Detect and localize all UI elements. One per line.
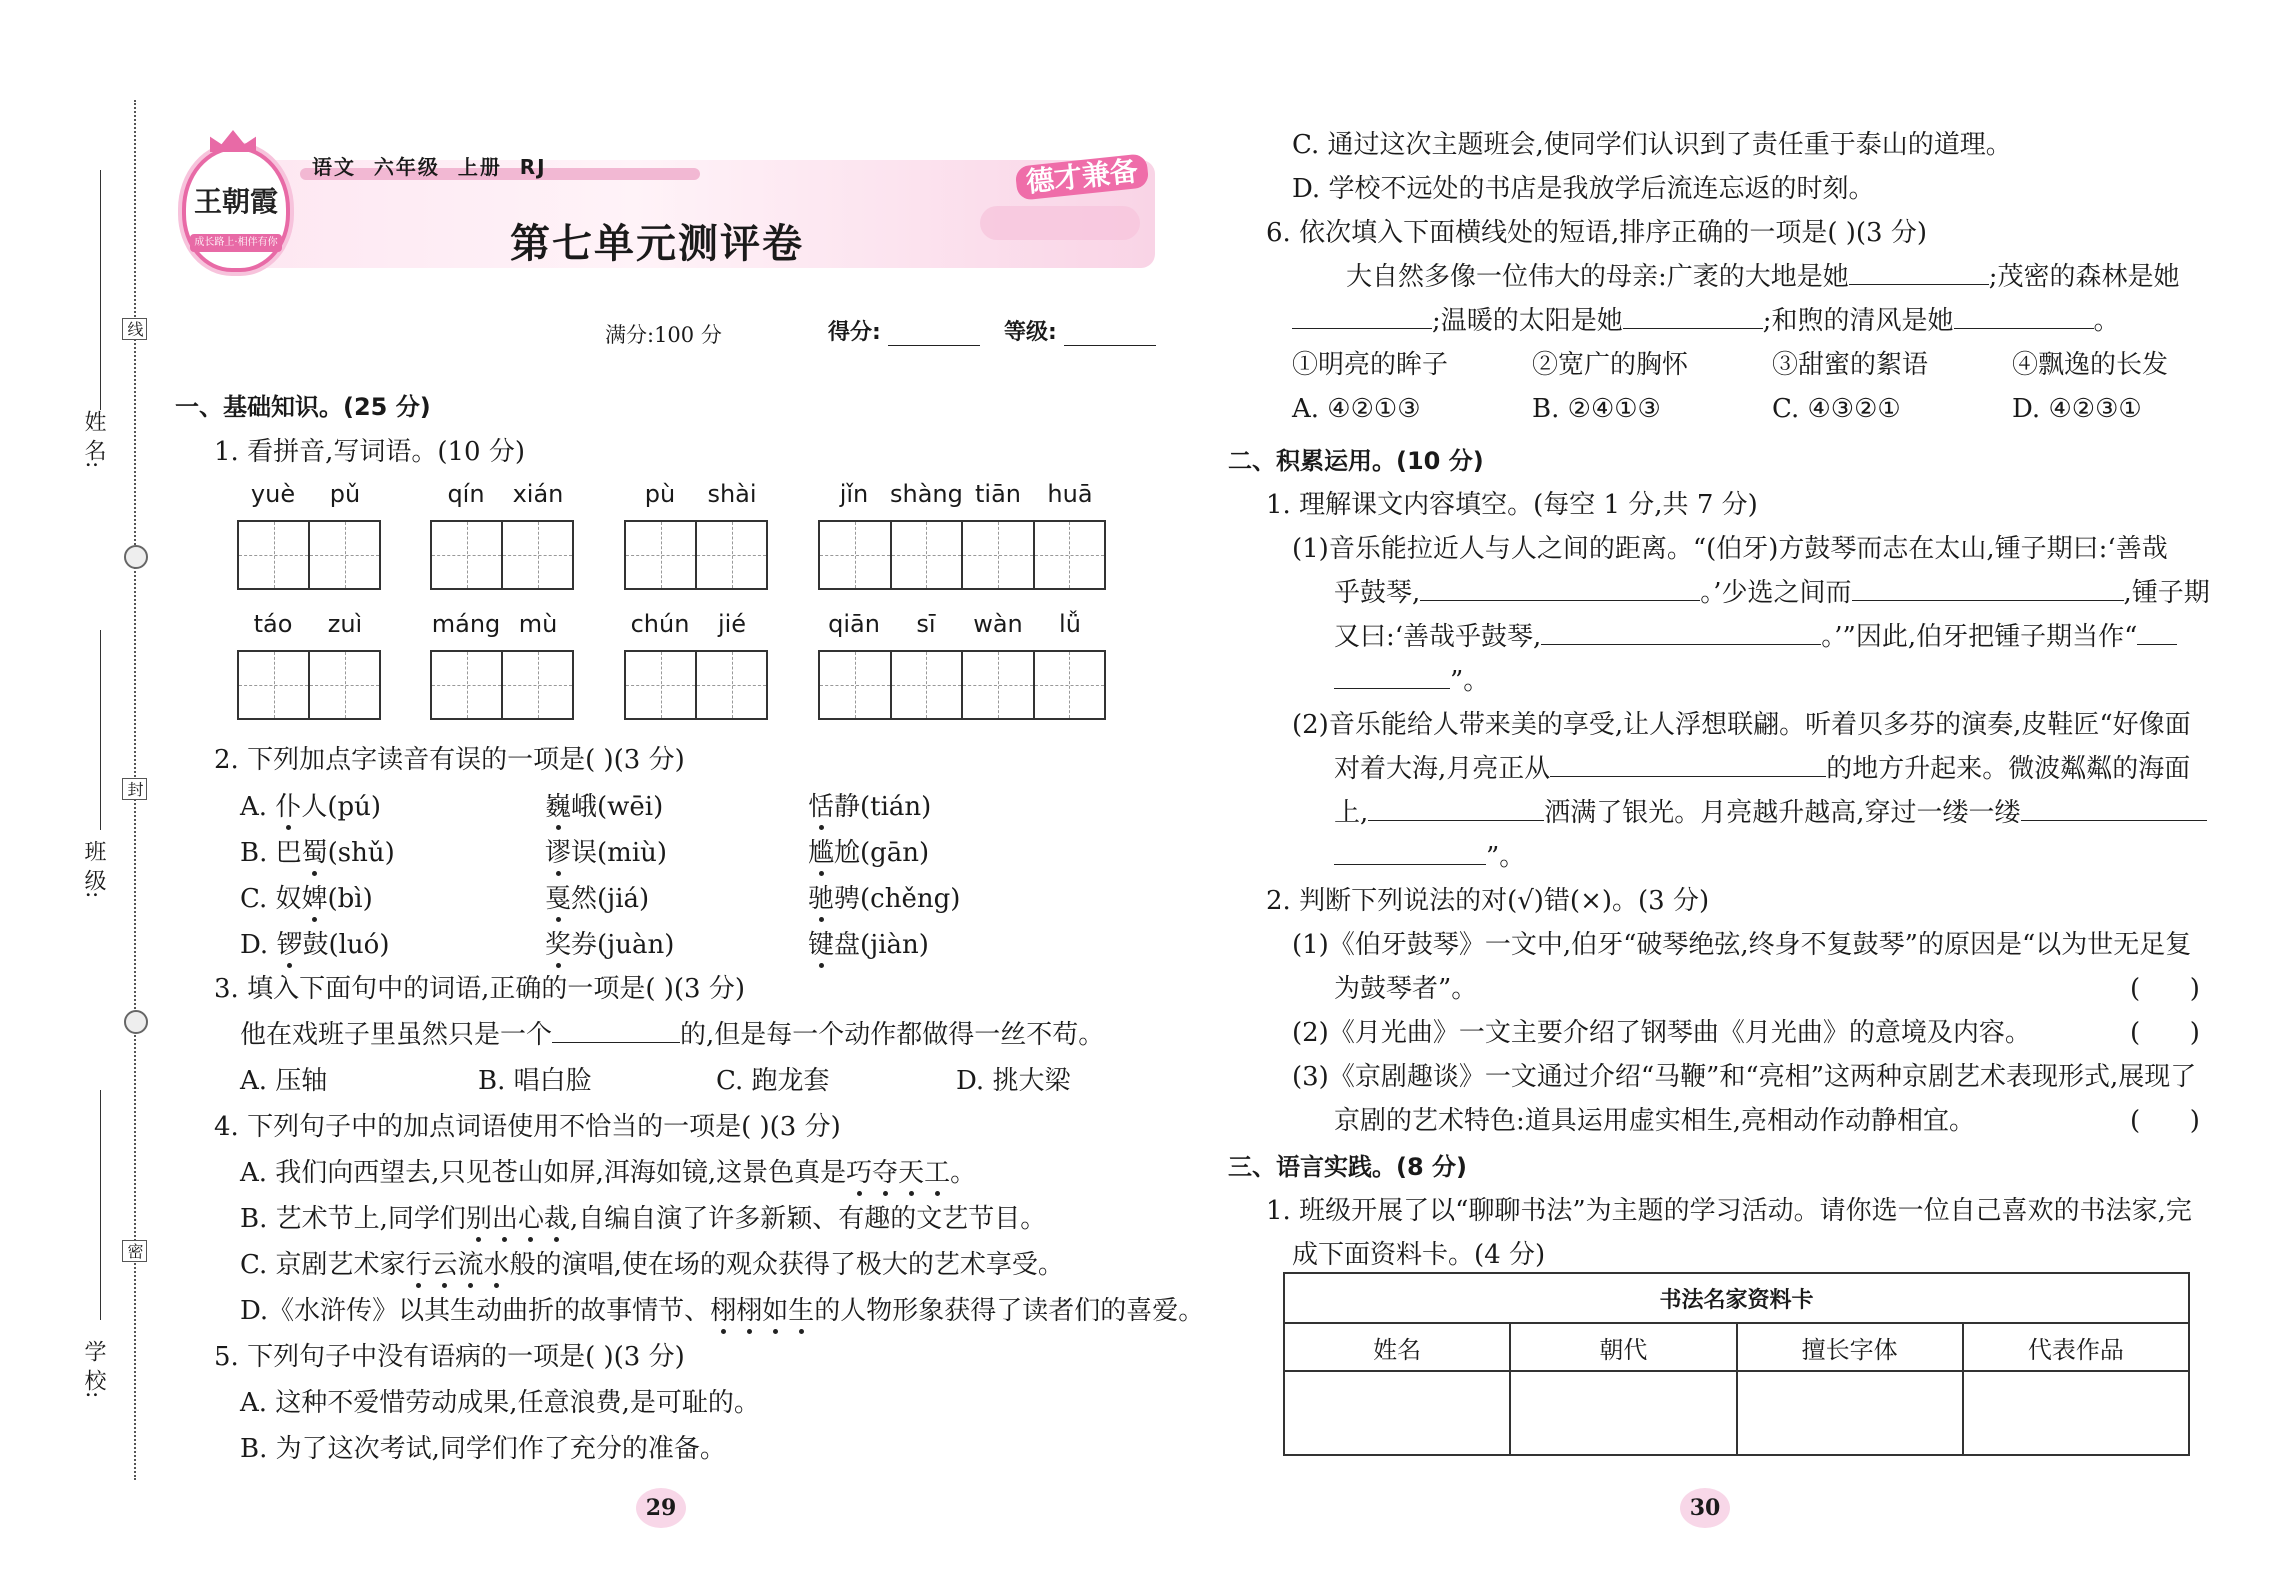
r1-blank-7b[interactable] xyxy=(1334,842,1486,865)
q4b-tail: ,自编自演了许多新颖、有趣的文艺节目。 xyxy=(569,1204,1047,1234)
r1-2-line-d xyxy=(1334,842,1525,872)
pinyin-syllable: qiān xyxy=(828,610,880,638)
q6-option-d[interactable]: D. ④②③① xyxy=(2012,394,2142,424)
dotted-char: 生 xyxy=(788,1296,815,1326)
dotted-char: 流 xyxy=(457,1250,484,1280)
dotted-char: 工 xyxy=(924,1158,951,1188)
q4a-text: A. 我们向西望去,只见苍山如屏,洱海如镜,这景色真是 xyxy=(240,1158,847,1188)
grid-cell[interactable] xyxy=(503,652,572,718)
r2-1-answer[interactable]: ( ) xyxy=(2130,974,2200,1004)
q4b-dotted-word xyxy=(466,1204,570,1234)
r1-2-line-b xyxy=(1334,754,2190,784)
q6-option-b[interactable]: B. ②④①③ xyxy=(1532,394,1661,424)
dotted-char: 驰 xyxy=(808,884,835,914)
q6-text-5: 。 xyxy=(2093,306,2120,336)
writing-grid[interactable] xyxy=(237,650,381,720)
calligrapher-card xyxy=(1283,1272,2190,1456)
q4-option-d[interactable] xyxy=(240,1296,1204,1326)
option-text: 鼓(luó) xyxy=(302,930,390,960)
writing-grid[interactable] xyxy=(430,650,574,720)
r1-blank-1[interactable] xyxy=(1420,578,1700,601)
option-text: (bì) xyxy=(327,884,373,914)
binding-hole-icon xyxy=(124,545,148,569)
binding-name-line xyxy=(100,170,101,410)
pinyin-syllable: xián xyxy=(512,480,564,508)
option-text: (shǔ) xyxy=(327,838,395,868)
q2-option-item xyxy=(808,838,929,868)
q4-option-c[interactable] xyxy=(240,1250,1064,1280)
binding-mark-xian: 线 xyxy=(122,318,147,340)
option-text: 盘(jiàn) xyxy=(834,930,929,960)
r1-1b-text-b: 。’少选之间而 xyxy=(1700,578,1852,608)
r1-1b-text-c: ,锺子期 xyxy=(2123,578,2210,608)
practice-q1-line-b: 成下面资料卡。(4 分) xyxy=(1292,1240,1546,1270)
r1-2c-text-a: 上, xyxy=(1334,798,1369,828)
r1-1d-text: ”。 xyxy=(1450,666,1490,696)
option-text: 骋(chěng) xyxy=(834,884,961,914)
r1-blank-3[interactable] xyxy=(1541,622,1821,645)
dotted-char: 谬 xyxy=(545,838,572,868)
grade-label: 等级: xyxy=(1004,320,1057,345)
section-3-heading: 三、语言实践。(8 分) xyxy=(1228,1153,1467,1181)
r2-3-line-b: 京剧的艺术特色:道具运用虚实相生,亮相动作动静相宜。 xyxy=(1334,1106,1976,1136)
grid-cell[interactable] xyxy=(820,522,892,588)
q2-option-item[interactable] xyxy=(240,838,395,868)
card-header-works: 代表作品 xyxy=(1963,1323,2189,1371)
card-header-dynasty: 朝代 xyxy=(1510,1323,1736,1371)
pinyin-syllable: shài xyxy=(707,480,757,508)
pinyin-syllable: jié xyxy=(717,610,747,638)
r1-blank-5[interactable] xyxy=(1550,754,1826,777)
q2-option-item xyxy=(808,792,931,822)
q3-option-a[interactable]: A. 压轴 xyxy=(240,1066,328,1096)
binding-mark-mi: 密 xyxy=(122,1240,147,1262)
grid-cell[interactable] xyxy=(892,522,964,588)
q4-option-a[interactable] xyxy=(240,1158,976,1188)
q6-line-2 xyxy=(1292,306,2120,336)
cloud-decoration xyxy=(980,206,1140,240)
score-field[interactable] xyxy=(888,345,980,346)
q5-option-d[interactable]: D. 学校不远处的书店是我放学后流连忘返的时刻。 xyxy=(1292,174,1875,204)
r1-2c-text-b: 洒满了银光。月亮越升越高,穿过一缕一缕 xyxy=(1544,798,2021,828)
q6-item-1: ①明亮的眸子 xyxy=(1292,350,1449,380)
grid-cell[interactable] xyxy=(820,652,892,718)
pinyin-syllable: pù xyxy=(644,480,676,508)
dotted-char: 仆 xyxy=(275,792,302,822)
q5-option-a[interactable]: A. 这种不爱惜劳动成果,任意浪费,是可耻的。 xyxy=(240,1388,760,1418)
crown-icon xyxy=(210,130,256,152)
grid-cell[interactable] xyxy=(1035,652,1105,718)
q2-option-item[interactable] xyxy=(240,792,381,822)
pinyin-syllable: zuì xyxy=(327,610,363,638)
pinyin-syllable: shàng xyxy=(890,480,963,508)
dotted-char: 出 xyxy=(491,1204,518,1234)
page-number-left: 29 xyxy=(636,1488,686,1528)
writing-grid[interactable] xyxy=(430,520,574,590)
pinyin-syllable: lǚ xyxy=(1059,610,1081,638)
dotted-char: 夺 xyxy=(872,1158,899,1188)
dotted-char: 恬 xyxy=(808,792,835,822)
binding-school-label: 学 校: xyxy=(81,1340,106,1399)
q4d-dotted-word xyxy=(710,1296,814,1326)
question-5: 5. 下列句子中没有语病的一项是( )(3 分) xyxy=(214,1342,685,1372)
dotted-char: 蜀 xyxy=(301,838,328,868)
option-text: 静(tián) xyxy=(834,792,932,822)
q4b-text: B. 艺术节上,同学们 xyxy=(240,1204,466,1234)
q6-line-1 xyxy=(1346,262,2180,292)
r1-2b-text-b: 的地方升起来。微波粼粼的海面 xyxy=(1826,754,2191,784)
practice-q1-line-a: 1. 班级开展了以“聊聊书法”为主题的学习活动。请你选一位自己喜欢的书法家,完 xyxy=(1266,1196,2192,1226)
r1-1b-text-a: 乎鼓琴, xyxy=(1334,578,1421,608)
q6-blank-4[interactable] xyxy=(1954,306,2094,329)
dotted-char: 行 xyxy=(405,1250,432,1280)
q2-option-item xyxy=(808,884,960,914)
q6-blank-1[interactable] xyxy=(1849,262,1989,285)
page-title: 第七单元测评卷 xyxy=(510,221,804,267)
question-1: 1. 看拼音,写词语。(10 分) xyxy=(214,437,525,467)
r1-blank-4b[interactable] xyxy=(1334,666,1450,689)
r1-2d-text: ”。 xyxy=(1486,842,1526,872)
writing-grid[interactable] xyxy=(624,520,768,590)
q2-option-item xyxy=(545,930,674,960)
section-2-heading: 二、积累运用。(10 分) xyxy=(1228,447,1484,475)
binding-hole-icon xyxy=(124,1010,148,1034)
writing-grid[interactable] xyxy=(237,520,381,590)
writing-grid[interactable] xyxy=(818,650,1106,720)
q5-option-c[interactable]: C. 通过这次主题班会,使同学们认识到了责任重于泰山的道理。 xyxy=(1292,130,2012,160)
q4-option-b[interactable] xyxy=(240,1204,1046,1234)
option-text: D. xyxy=(240,930,277,960)
q4c-dotted-word xyxy=(406,1250,510,1280)
r1-1c-text-b: 。’”因此,伯牙把锺子期当作“ xyxy=(1821,622,2138,652)
grid-cell[interactable] xyxy=(892,652,964,718)
q3-option-c[interactable]: C. 跑龙套 xyxy=(716,1066,830,1096)
r1-1-line-b xyxy=(1334,578,2210,608)
question-3-sentence xyxy=(240,1020,1104,1050)
pinyin-syllable: máng xyxy=(431,610,501,638)
q2-option-item xyxy=(808,930,929,960)
grid-cell[interactable] xyxy=(239,522,310,588)
pinyin-syllable: sī xyxy=(916,610,936,638)
question-6: 6. 依次填入下面横线处的短语,排序正确的一项是( )(3 分) xyxy=(1266,218,1927,248)
r1-blank-2[interactable] xyxy=(1852,578,2124,601)
pinyin-syllable: táo xyxy=(253,610,293,638)
pinyin-syllable: tiān xyxy=(975,480,1021,508)
r1-1-line-d xyxy=(1334,666,1489,696)
q2-option-item xyxy=(545,884,649,914)
r2-1-line-b: 为鼓琴者”。 xyxy=(1334,974,1478,1004)
brand-slogan-1: 成长路上 xyxy=(194,237,235,248)
card-cell-name[interactable] xyxy=(1284,1371,1510,1455)
r2-3-line-a: (3)《京剧趣谈》一文通过介绍“马鞭”和“亮相”这两种京剧艺术表现形式,展现了 xyxy=(1292,1062,2197,1092)
pinyin-syllable: pǔ xyxy=(329,480,361,508)
dotted-char: 巧 xyxy=(846,1158,873,1188)
q3-option-b[interactable]: B. 唱白脸 xyxy=(478,1066,592,1096)
accumulate-q1: 1. 理解课文内容填空。(每空 1 分,共 7 分) xyxy=(1266,490,1758,520)
q6-item-2: ②宽广的胸怀 xyxy=(1532,350,1689,380)
pinyin-syllable: jǐn xyxy=(839,480,869,508)
r1-2b-text-a: 对着大海,月亮正从 xyxy=(1334,754,1551,784)
r2-1-line-a: (1)《伯牙鼓琴》一文中,伯牙“破琴绝弦,终身不复鼓琴”的原因是“以为世无足复 xyxy=(1292,930,2192,960)
dotted-char: 奖 xyxy=(545,930,572,960)
grid-cell[interactable] xyxy=(963,652,1035,718)
pinyin-syllable: huā xyxy=(1047,480,1093,508)
option-text: A. xyxy=(240,792,276,822)
score-label: 得分: xyxy=(828,320,881,345)
virtue-badge: 德才兼备 xyxy=(1015,153,1150,201)
grid-cell[interactable] xyxy=(432,522,503,588)
dotted-char: 裁 xyxy=(543,1204,570,1234)
dotted-char: 心 xyxy=(517,1204,544,1234)
r1-2-line-c xyxy=(1334,798,2207,828)
q2-option-item xyxy=(545,838,667,868)
q6-option-c[interactable]: C. ④③②① xyxy=(1772,394,1901,424)
r1-blank-7a[interactable] xyxy=(2021,798,2207,821)
q6-text-3: ;温暖的太阳是她 xyxy=(1432,306,1623,336)
r2-2-answer[interactable]: ( ) xyxy=(2130,1018,2200,1048)
q2-option-item[interactable] xyxy=(240,930,389,960)
binding-mark-feng: 封 xyxy=(122,778,147,800)
brand-slogan-2: 相伴有你 xyxy=(237,237,278,248)
q4c-text: C. 京剧艺术家 xyxy=(240,1250,406,1280)
option-text: 券(juàn) xyxy=(571,930,675,960)
q4c-tail: 般的演唱,使在场的观众获得了极大的艺术享受。 xyxy=(509,1250,1064,1280)
writing-grid[interactable] xyxy=(624,650,768,720)
q4d-text: D.《水浒传》以其生动曲折的故事情节、 xyxy=(240,1296,711,1326)
grid-cell[interactable] xyxy=(697,522,766,588)
question-3: 3. 填入下面句中的词语,正确的一项是( )(3 分) xyxy=(214,974,745,1004)
dotted-char: 别 xyxy=(465,1204,492,1234)
writing-grid[interactable] xyxy=(818,520,1106,590)
dotted-char: 如 xyxy=(762,1296,789,1326)
r1-blank-6[interactable] xyxy=(1368,798,1544,821)
q3-blank[interactable] xyxy=(552,1020,680,1043)
q6-option-a[interactable]: A. ④②①③ xyxy=(1292,394,1421,424)
r2-2-line: (2)《月光曲》一文主要介绍了钢琴曲《月光曲》的意境及内容。 xyxy=(1292,1018,2031,1048)
grid-cell[interactable] xyxy=(432,652,503,718)
option-text: B. 巴 xyxy=(240,838,302,868)
grade-field[interactable] xyxy=(1064,345,1156,346)
grid-cell[interactable] xyxy=(963,522,1035,588)
option-text: 峨(wēi) xyxy=(571,792,664,822)
dotted-char: 戛 xyxy=(545,884,572,914)
q6-text-1: 大自然多像一位伟大的母亲:广袤的大地是她 xyxy=(1346,262,1849,292)
q4d-tail: 的人物形象获得了读者们的喜爱。 xyxy=(814,1296,1205,1326)
grid-cell[interactable] xyxy=(310,522,379,588)
r1-blank-4a[interactable] xyxy=(2137,622,2177,645)
card-cell-dynasty[interactable] xyxy=(1510,1371,1736,1455)
grid-cell[interactable] xyxy=(626,522,697,588)
binding-class-line xyxy=(100,630,101,830)
q4a-dotted-word xyxy=(846,1158,950,1188)
q3-text-b: 的,但是每一个动作都做得一丝不苟。 xyxy=(680,1020,1105,1050)
option-text: 然(jiá) xyxy=(571,884,650,914)
q6-blank-3[interactable] xyxy=(1623,306,1763,329)
pinyin-syllable: chún xyxy=(630,610,690,638)
grid-cell[interactable] xyxy=(626,652,697,718)
option-text: 尬(gān) xyxy=(834,838,930,868)
question-4: 4. 下列句子中的加点词语使用不恰当的一项是( )(3 分) xyxy=(214,1112,841,1142)
dotted-char: 锣 xyxy=(276,930,303,960)
dotted-char: 婢 xyxy=(301,884,328,914)
pinyin-syllable: wàn xyxy=(973,610,1023,638)
q6-blank-2[interactable] xyxy=(1292,306,1432,329)
q2-option-item xyxy=(545,792,663,822)
q4a-tail: 。 xyxy=(950,1158,977,1188)
grid-cell[interactable] xyxy=(310,652,379,718)
r1-2-line-a: (2)音乐能给人带来美的享受,让人浮想联翩。听着贝多芬的演奏,皮鞋匠“好像面 xyxy=(1292,710,2191,740)
dotted-char: 栩 xyxy=(736,1296,763,1326)
judge-q2: 2. 判断下列说法的对(√)错(×)。(3 分) xyxy=(1266,886,1710,916)
dotted-char: 尴 xyxy=(808,838,835,868)
binding-class-label: 班 级: xyxy=(81,840,106,899)
r1-1c-text-a: 又曰:‘善哉乎鼓琴, xyxy=(1334,622,1542,652)
brand-logo xyxy=(182,146,290,272)
question-2: 2. 下列加点字读音有误的一项是( )(3 分) xyxy=(214,745,685,775)
dotted-char: 巍 xyxy=(545,792,572,822)
subject-meta: 语文 六年级 上册 RJ xyxy=(312,155,547,179)
q6-text-4: ;和煦的清风是她 xyxy=(1762,306,1954,336)
card-cell-works[interactable] xyxy=(1963,1371,2189,1455)
binding-name-label: 姓 名: xyxy=(81,410,106,469)
dotted-char: 栩 xyxy=(710,1296,737,1326)
binding-school-line xyxy=(100,1090,101,1320)
dotted-char: 键 xyxy=(808,930,835,960)
r2-3-answer[interactable]: ( ) xyxy=(2130,1106,2200,1136)
dotted-char: 水 xyxy=(483,1250,510,1280)
q5-option-b[interactable]: B. 为了这次考试,同学们作了充分的准备。 xyxy=(240,1434,726,1464)
grid-cell[interactable] xyxy=(503,522,572,588)
q3-text-a: 他在戏班子里虽然只是一个 xyxy=(240,1020,553,1050)
q6-item-3: ③甜蜜的絮语 xyxy=(1772,350,1929,380)
dotted-char: 云 xyxy=(431,1250,458,1280)
card-title: 书法名家资料卡 xyxy=(1284,1273,2189,1323)
grid-cell[interactable] xyxy=(697,652,766,718)
card-header-name: 姓名 xyxy=(1284,1323,1510,1371)
page-number-right: 30 xyxy=(1680,1488,1730,1528)
dotted-char: 天 xyxy=(898,1158,925,1188)
r1-1-line-a: (1)音乐能拉近人与人之间的距离。“(伯牙)方鼓琴而志在太山,锺子期曰:‘善哉 xyxy=(1292,534,2168,564)
option-text: C. 奴 xyxy=(240,884,302,914)
q3-option-d[interactable]: D. 挑大梁 xyxy=(956,1066,1071,1096)
card-header-script: 擅长字体 xyxy=(1737,1323,1963,1371)
option-text: 人(pú) xyxy=(301,792,382,822)
q6-text-2: ;茂密的森林是她 xyxy=(1988,262,2180,292)
pinyin-syllable: mù xyxy=(518,610,558,638)
card-cell-script[interactable] xyxy=(1737,1371,1963,1455)
section-1-heading: 一、基础知识。(25 分) xyxy=(175,393,431,421)
r1-1-line-c xyxy=(1334,622,2177,652)
grid-cell[interactable] xyxy=(239,652,310,718)
grid-cell[interactable] xyxy=(1035,522,1105,588)
pinyin-syllable: qín xyxy=(447,480,485,508)
brand-name: 王朝霞 xyxy=(193,185,278,218)
option-text: 误(miù) xyxy=(571,838,668,868)
q2-option-item[interactable] xyxy=(240,884,373,914)
pinyin-syllable: yuè xyxy=(250,480,296,508)
full-score: 满分:100 分 xyxy=(605,323,722,347)
q6-item-4: ④飘逸的长发 xyxy=(2012,350,2169,380)
brand-ribbon: 成长路上·相伴有你 xyxy=(190,234,282,252)
